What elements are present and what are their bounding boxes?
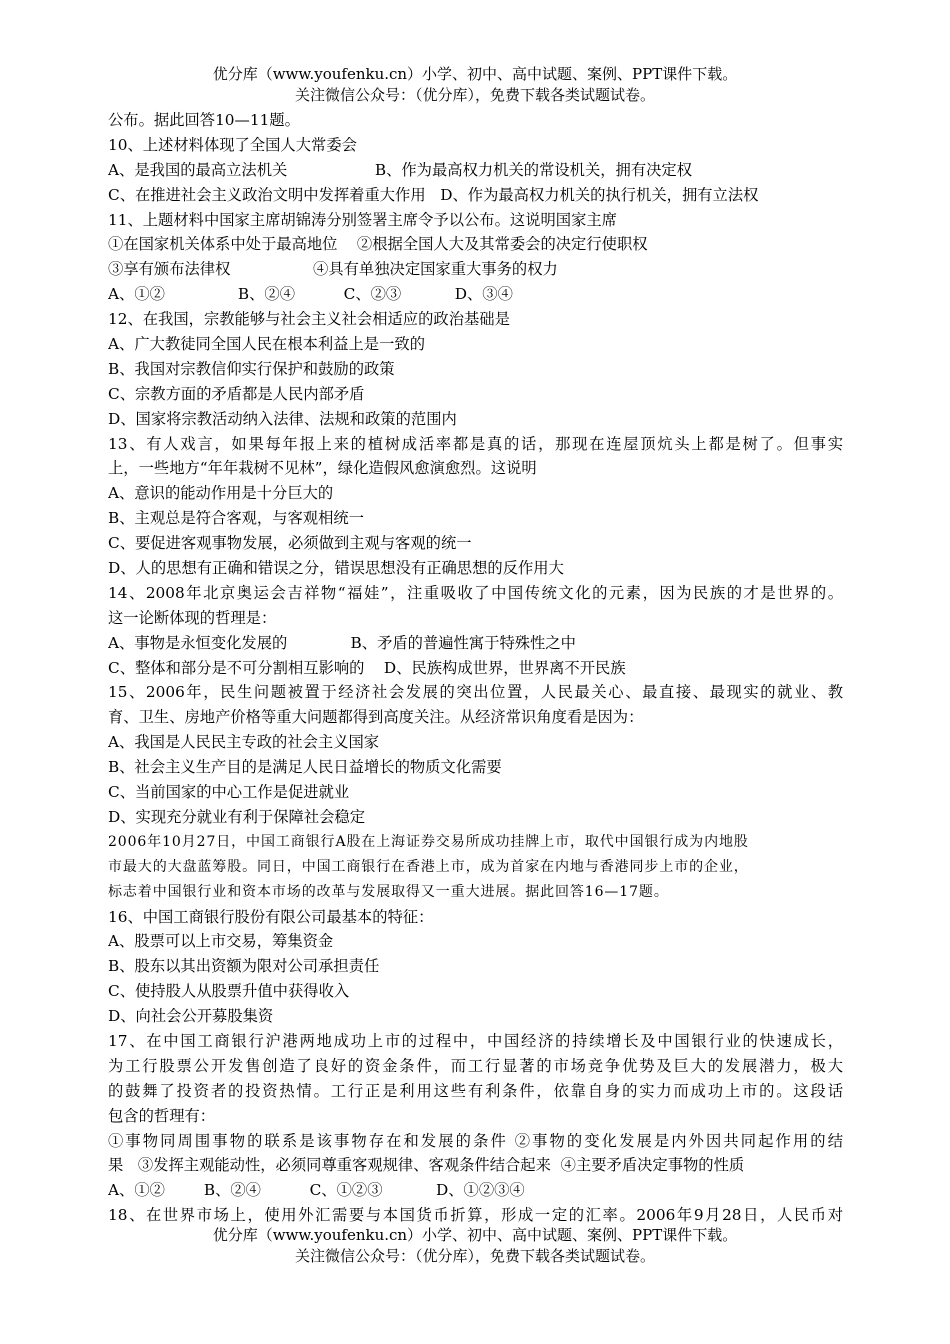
q10-options-cd: C、在推进社会主义政治文明中发挥着重大作用 D、作为最高权力机关的执行机关，拥有立法权 bbox=[108, 185, 759, 204]
question-17-cont-2: 的鼓舞了投资者的投资热情。工行正是利用这些有利条件，依靠自身的实力而成功上市的。这段话 bbox=[108, 1081, 843, 1100]
document-body bbox=[108, 108, 843, 1228]
q13-option-d: D、人的思想有正确和错误之分，错误思想没有正确思想的反作用大 bbox=[108, 559, 564, 578]
q13-option-a: A、意识的能动作用是十分巨大的 bbox=[108, 484, 334, 503]
q13-option-b: B、主观总是符合客观，与客观相统一 bbox=[108, 509, 364, 528]
question-12: 12、在我国，宗教能够与社会主义社会相适应的政治基础是 bbox=[108, 310, 510, 329]
q11-statements-34: ③享有颁布法律权 ④具有单独决定国家重大事务的权力 bbox=[108, 260, 558, 279]
q16-option-b: B、股东以其出资额为限对公司承担责任 bbox=[108, 957, 380, 976]
q12-option-d: D、国家将宗教活动纳入法律、法规和政策的范围内 bbox=[108, 409, 457, 428]
q15-option-d: D、实现充分就业有利于保障社会稳定 bbox=[108, 807, 366, 826]
q13-option-c: C、要促进客观事物发展，必须做到主观与客观的统一 bbox=[108, 534, 472, 553]
q12-option-a: A、广大教徒同全国人民在根本利益上是一致的 bbox=[108, 335, 425, 354]
q11-options: A、①② B、②④ C、②③ D、③④ bbox=[108, 285, 513, 304]
question-17-cont-1: 为工行股票公开发售创造了良好的资金条件，而工行显著的市场竞争优势及巨大的发展潜力，极大 bbox=[108, 1056, 843, 1075]
material-text-3: 标志着中国银行业和资本市场的改革与发展取得又一重大进展。据此回答16—17题。 bbox=[108, 883, 669, 900]
material-text-1: 2006年10月27日，中国工商银行A股在上海证券交易所成功挂牌上市，取代中国银行成为内地股 bbox=[108, 833, 749, 850]
q15-option-c: C、当前国家的中心工作是促进就业 bbox=[108, 783, 350, 802]
question-15: 15、2006年，民生问题被置于经济社会发展的突出位置，人民最关心、最直接、最现实的就业、教 bbox=[108, 683, 843, 702]
q16-option-c: C、使持股人从股票升值中获得收入 bbox=[108, 982, 350, 1001]
q16-option-a: A、股票可以上市交易，筹集资金 bbox=[108, 932, 334, 951]
q11-statements-12: ①在国家机关体系中处于最高地位 ②根据全国人大及其常委会的决定行使职权 bbox=[108, 235, 648, 254]
q12-option-c: C、宗教方面的矛盾都是人民内部矛盾 bbox=[108, 384, 365, 403]
footer-line-1: 优分库（www.youfenku.cn）小学、初中、高中试题、案例、PPT课件下载。 bbox=[212, 1226, 738, 1244]
question-15-cont: 育、卫生、房地产价格等重大问题都得到高度关注。从经济常识角度看是因为： bbox=[108, 708, 644, 727]
question-11: 11、上题材料中国家主席胡锦涛分别签署主席令予以公布。这说明国家主席 bbox=[108, 210, 617, 229]
q14-options-cd: C、整体和部分是不可分割相互影响的 D、民族构成世界，世界离不开民族 bbox=[108, 658, 626, 677]
q15-option-b: B、社会主义生产目的是满足人民日益增长的物质文化需要 bbox=[108, 758, 502, 777]
question-14-cont: 这一论断体现的哲理是： bbox=[108, 608, 277, 627]
q12-option-b: B、我国对宗教信仰实行保护和鼓励的政策 bbox=[108, 359, 395, 378]
q14-options-ab: A、事物是永恒变化发展的 B、矛盾的普遍性寓于特殊性之中 bbox=[108, 633, 576, 652]
q17-statements-1: ①事物同周围事物的联系是该事物存在和发展的条件 ②事物的变化发展是内外因共同起作用的结 bbox=[108, 1131, 843, 1150]
text-line: 公布。据此回答10—11题。 bbox=[108, 111, 300, 129]
question-13: 13、有人戏言，如果每年报上来的植树成活率都是真的话，那现在连屋顶炕头上都是树了。但事实 bbox=[108, 434, 843, 453]
q15-option-a: A、我国是人民民主专政的社会主义国家 bbox=[108, 733, 380, 752]
question-17-cont-3: 包含的哲理有： bbox=[108, 1106, 216, 1125]
header-line-1: 优分库（www.youfenku.cn）小学、初中、高中试题、案例、PPT课件下载。 bbox=[212, 65, 738, 83]
q17-statements-2: 果 ③发挥主观能动性，必须同尊重客观规律、客观条件结合起来 ④主要矛盾决定事物的性质 bbox=[108, 1156, 745, 1175]
q16-option-d: D、向社会公开募股集资 bbox=[108, 1007, 274, 1026]
q17-options: A、①② B、②④ C、①②③ D、①②③④ bbox=[108, 1181, 525, 1200]
footer-line-2: 关注微信公众号：（优分库），免费下载各类试题试卷。 bbox=[294, 1247, 655, 1265]
question-17: 17、在中国工商银行沪港两地成功上市的过程中，中国经济的持续增长及中国银行业的快速成长， bbox=[108, 1031, 843, 1050]
question-18: 18、在世界市场上，使用外汇需要与本国货币折算，形成一定的汇率。2006年9月28日，人民币对 bbox=[108, 1206, 843, 1225]
question-14: 14、2008年北京奥运会吉祥物“福娃”，注重吸收了中国传统文化的元素，因为民族的才是世界的。 bbox=[108, 583, 843, 602]
page-header bbox=[0, 64, 950, 106]
question-16: 16、中国工商银行股份有限公司最基本的特征： bbox=[108, 907, 434, 926]
material-text-2: 市最大的大盘蓝筹股。同日，中国工商银行在香港上市，成为首家在内地与香港同步上市的企业， bbox=[108, 858, 749, 875]
header-line-2: 关注微信公众号：（优分库），免费下载各类试题试卷。 bbox=[294, 86, 655, 104]
page-footer bbox=[0, 1225, 950, 1267]
q10-options-ab: A、是我国的最高立法机关 B、作为最高权力机关的常设机关，拥有决定权 bbox=[108, 160, 693, 179]
question-10: 10、上述材料体现了全国人大常委会 bbox=[108, 135, 357, 154]
question-13-cont: 上，一些地方“年年栽树不见林”，绿化造假风愈演愈烈。这说明 bbox=[108, 459, 537, 478]
